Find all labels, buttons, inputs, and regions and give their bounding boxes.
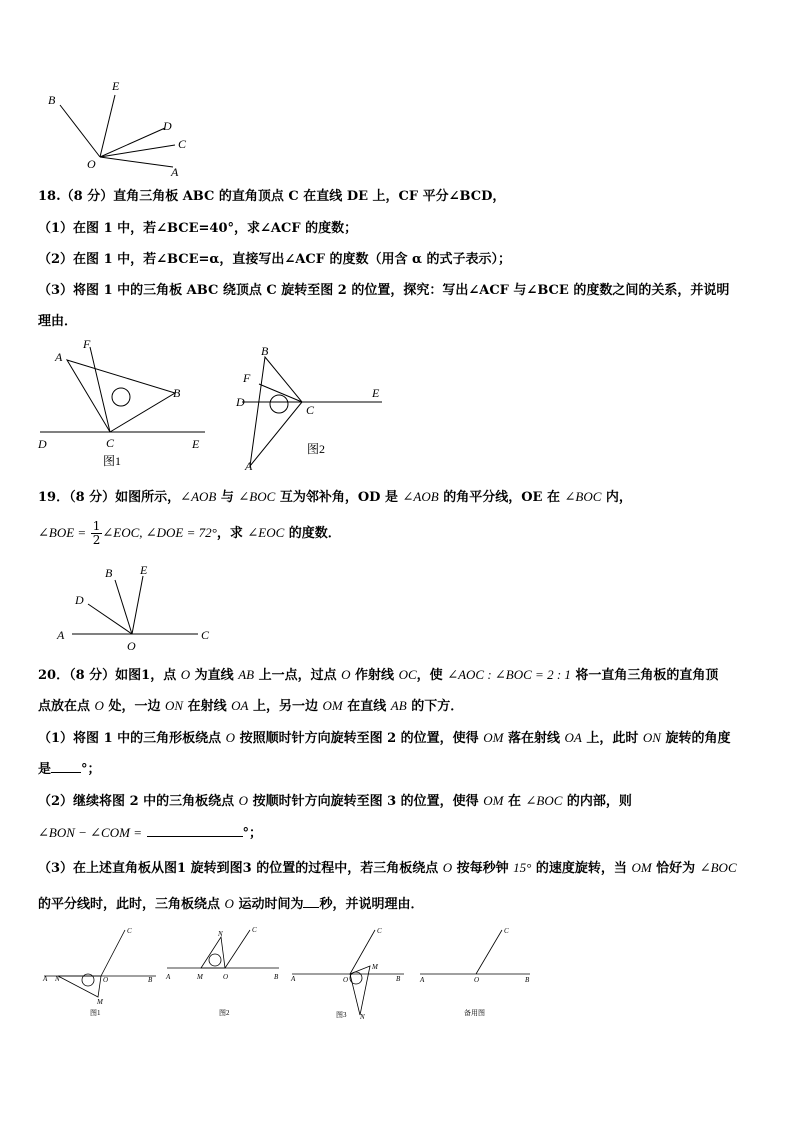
fig1-caption: 图1 — [103, 454, 122, 468]
q20-math: OC — [398, 667, 417, 682]
q20-math: ON — [164, 698, 184, 713]
q19-text: 的角平分线，OE 在 — [438, 490, 565, 505]
q20-math: O — [94, 698, 104, 713]
q20f1-label-A: A — [43, 975, 48, 983]
fig2-label-F: F — [243, 371, 251, 385]
q20f1-label-M: M — [97, 998, 103, 1006]
q20-part3-line1 — [38, 860, 764, 877]
q19-text: 的度数． — [284, 526, 341, 541]
q20f2-label-A: A — [166, 973, 171, 981]
q19-label-B: B — [105, 566, 113, 580]
q20-math: OM — [483, 793, 504, 808]
fig2-label-B: B — [261, 344, 269, 358]
q20-math: OM — [322, 698, 343, 713]
q20-text: 将一直角三角板的直角顶 — [570, 668, 719, 683]
q20-math: ON — [642, 730, 661, 745]
q20-text: 是 — [38, 762, 52, 777]
q20-math: O — [238, 793, 249, 808]
answer-blank[interactable] — [51, 772, 81, 773]
label-D: D — [163, 119, 172, 133]
q19-figure — [50, 562, 225, 657]
q20-text: （2）继续将图 2 中的三角板绕点 — [38, 794, 239, 809]
q20f3-label-A: A — [291, 975, 296, 983]
q20-figure-2 — [163, 922, 283, 1022]
q18-part1: （1）在图 1 中，若∠BCE=40°，求∠ACF 的度数； — [38, 221, 358, 236]
label-O: O — [87, 157, 96, 171]
q20-text: 上一点，过点 — [254, 668, 342, 683]
q19-text: 19．（8 分）如图所示， — [38, 490, 181, 505]
q20-text: 作射线 — [350, 668, 399, 683]
q20-math: O — [442, 860, 453, 875]
fig2-label-D: D — [236, 395, 245, 409]
q20-math: O — [341, 667, 351, 682]
q20-math: O — [224, 896, 234, 911]
q20-text: 点放在点 — [38, 699, 95, 714]
q20-math: OA — [231, 698, 249, 713]
q20-figure-spare — [412, 922, 537, 1022]
q20-text: 在直线 — [342, 699, 391, 714]
label-E: E — [112, 79, 120, 93]
q18-stem: 18.（8 分）直角三角板 ABC 的直角顶点 C 在直线 DE 上，CF 平分∠BCD， — [38, 189, 506, 204]
q18-figure-2 — [232, 340, 392, 475]
q20-text: 上，另一边 — [248, 699, 323, 714]
q20f1-label-C: C — [127, 927, 132, 935]
q18-part3-line1: （3）将图 1 中的三角板 ABC 绕顶点 C 旋转至图 2 的位置，探究：写出∠ACF 与∠BCE 的度数之间的关系，并说明 — [38, 283, 730, 298]
q18-part3-line2: 理由． — [38, 314, 78, 329]
q20-stem-line1 — [38, 667, 764, 684]
q19-fraction — [91, 520, 103, 547]
q20f3-label-B: B — [396, 975, 401, 983]
label-A: A — [171, 165, 179, 179]
q20-text: 按照顺时针方向旋转至图 2 的位置，使得 — [235, 731, 484, 746]
q19-equation — [38, 520, 764, 547]
q20-figure-3 — [288, 922, 408, 1022]
fig1-label-A: A — [55, 350, 63, 364]
q20-text: °； — [242, 826, 263, 841]
q20-part1-line1 — [38, 730, 764, 747]
q18-part2: （2）在图 1 中，若∠BCE=α，直接写出∠ACF 的度数（用含 α 的式子表示）； — [38, 252, 512, 267]
q20-text: 落在射线 — [503, 731, 565, 746]
q20-text: 秒，并说明理由． — [319, 897, 424, 912]
q19-label-A: A — [57, 628, 65, 642]
q20-math: O — [180, 667, 191, 682]
q20-text: ，使 — [416, 668, 448, 683]
q20f3-label-C: C — [377, 927, 382, 935]
fig2-label-C: C — [306, 403, 315, 417]
q19-text: 互为邻补角，OD 是 — [275, 490, 403, 505]
q20-text: 旋转的角度 — [660, 731, 731, 746]
q19-math: ∠EOC, ∠DOE = 72° — [102, 525, 217, 540]
q20-part3-line2 — [38, 896, 764, 913]
q19-math: ∠AOB — [402, 489, 439, 504]
q20-text: 为直线 — [190, 668, 239, 683]
fig1-label-F: F — [83, 337, 91, 351]
q20-text: 的内部，则 — [562, 794, 632, 809]
q20-math: AB — [390, 698, 407, 713]
q20f4-label-B: B — [525, 976, 530, 984]
q20-text: 按每秒钟 — [452, 861, 514, 876]
answer-blank[interactable] — [147, 836, 243, 837]
q20f1-caption: 图1 — [90, 1009, 101, 1017]
q20f4-caption: 备用图 — [464, 1009, 485, 1017]
q19-label-O: O — [127, 639, 136, 653]
q19-frac-den: 2 — [92, 533, 101, 547]
q19-text: ，求 — [216, 526, 248, 541]
q19-text: 内， — [601, 490, 632, 505]
q20f3-caption: 图3 — [336, 1011, 347, 1019]
top-angle-figure — [40, 75, 200, 180]
q20-text: 按顺时针方向旋转至图 3 的位置，使得 — [248, 794, 484, 809]
q20f1-label-B: B — [148, 976, 153, 984]
q20f3-label-O: O — [343, 976, 349, 984]
fig1-label-C: C — [106, 436, 115, 450]
q20-math: 15° — [513, 860, 532, 875]
fig2-label-A: A — [245, 459, 253, 473]
q20-text: （3）在上述直角板从图1 旋转到图3 的位置的过程中，若三角板绕点 — [38, 861, 443, 876]
q20-text: °； — [81, 762, 101, 777]
q20-part1-line2 — [38, 762, 764, 778]
q20-text: 在 — [503, 794, 526, 809]
q20f2-label-N: N — [218, 930, 223, 938]
q20f2-caption: 图2 — [219, 1009, 230, 1017]
q20-part2-line2 — [38, 825, 764, 842]
q20-math: OA — [564, 730, 582, 745]
q20f4-label-A: A — [420, 976, 425, 984]
fig1-label-D: D — [38, 437, 47, 451]
q20-stem-line2 — [38, 698, 764, 715]
q20-math: OM — [631, 860, 652, 875]
q20f1-label-O: O — [103, 976, 109, 984]
q20f1-label-N: N — [55, 975, 60, 983]
q20-math: O — [225, 730, 236, 745]
q20-text: 上，此时 — [581, 731, 643, 746]
q20f3-label-N: N — [360, 1013, 365, 1021]
q19-math: ∠AOB — [180, 489, 217, 504]
q19-math: ∠BOC — [564, 489, 602, 504]
q20-text: 在射线 — [183, 699, 232, 714]
q20-math: ∠BOC — [699, 860, 737, 875]
fig1-label-E: E — [192, 437, 200, 451]
q20-text: 的平分线时，此时，三角板绕点 — [38, 897, 225, 912]
label-C: C — [178, 137, 187, 151]
answer-blank[interactable] — [303, 907, 319, 908]
q19-stem — [38, 489, 764, 506]
q19-label-E: E — [140, 563, 148, 577]
q20f2-label-B: B — [274, 973, 279, 981]
q18-figure-1 — [30, 335, 215, 470]
q20-text: 20．（8 分）如图1，点 — [38, 668, 181, 683]
label-B: B — [48, 93, 56, 107]
q19-text: 与 — [216, 490, 239, 505]
fig2-label-E: E — [372, 386, 380, 400]
q20-text: 的速度旋转，当 — [531, 861, 632, 876]
q20-math: ∠BON − ∠COM = — [38, 825, 142, 840]
fig2-caption: 图2 — [307, 442, 326, 456]
q19-label-D: D — [75, 593, 84, 607]
q20-text: 的下方． — [406, 699, 464, 714]
q19-label-C: C — [201, 628, 210, 642]
q20-figure-1 — [40, 922, 160, 1022]
q20-text: 处，一边 — [103, 699, 165, 714]
q20f2-label-O: O — [223, 973, 229, 981]
q20f2-label-C: C — [252, 926, 257, 934]
fig1-label-B: B — [173, 386, 181, 400]
q19-math: ∠EOC — [247, 525, 285, 540]
q19-math: ∠BOC — [238, 489, 276, 504]
q20f2-label-M: M — [197, 973, 203, 981]
q19-math: ∠BOE = — [38, 525, 87, 540]
q20-text: （1）将图 1 中的三角形板绕点 — [38, 731, 226, 746]
q20-math: ∠BOC — [525, 793, 563, 808]
q20f3-label-M: M — [372, 963, 378, 971]
q20-part2-line1 — [38, 793, 764, 810]
q20-math: OM — [483, 730, 504, 745]
q20-math: AB — [238, 667, 255, 682]
q20-math: ∠AOC : ∠BOC = 2 : 1 — [447, 667, 571, 682]
q19-frac-num: 1 — [92, 519, 101, 533]
q20f4-label-C: C — [504, 927, 509, 935]
q20-text: 恰好为 — [651, 861, 700, 876]
q20-text: 运动时间为 — [233, 897, 304, 912]
q20f4-label-O: O — [474, 976, 480, 984]
